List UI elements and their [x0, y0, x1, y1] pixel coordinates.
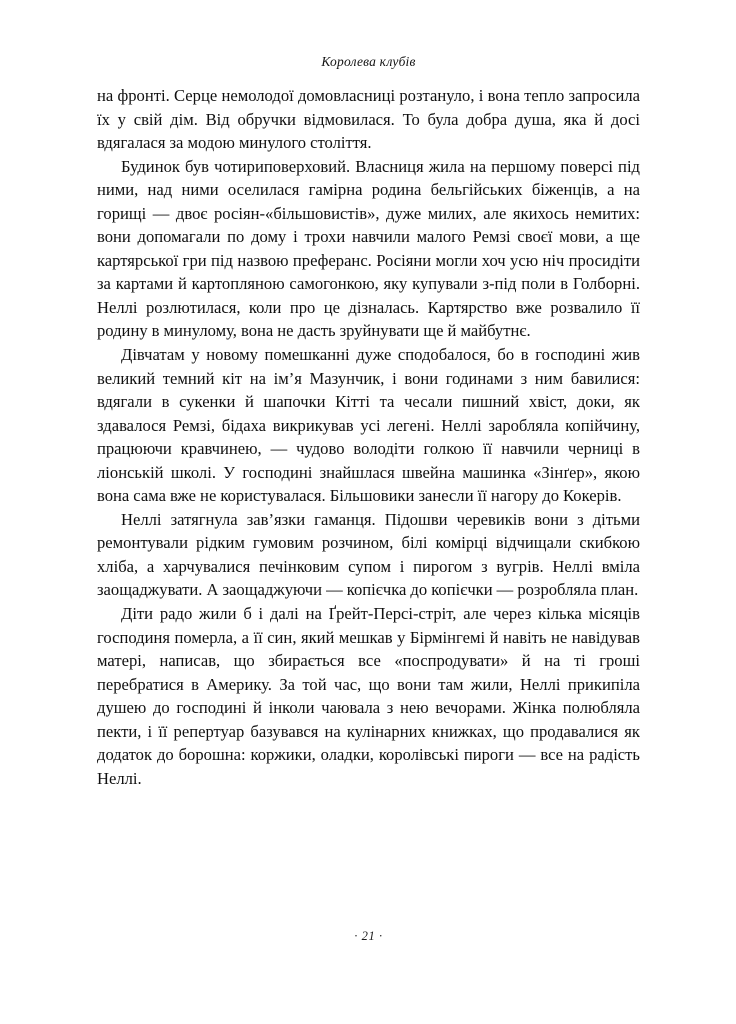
- paragraph: Діти радо жили б і далі на Ґрейт-Персі-стріт, але через кілька місяців господиня померла, а її син, який мешкав у Бірмінгемі й навіть не навідував матері, написав, що збирається все «поспродувати» й на ті гроші перебратися в Америку. За той час, що вони там жили, Неллі прикипіла душею до господині й інколи чаювала з нею вечорами. Жінка полюбляла пекти, і її репертуар базувався на кулінарних книжках, що продавалися як додаток до борошна: коржики, оладки, королівські пироги — все на радість Неллі.: [97, 604, 640, 788]
- paragraph: на фронті. Серце немолодої домовласниці розтануло, і вона тепло запросила їх у свій дім. Від обручки відмовилася. То була добра душа, яка й досі вдягалася за модою минулого століття.: [97, 86, 640, 153]
- page-number: · 21 ·: [354, 929, 383, 943]
- body-text-block: [97, 84, 640, 790]
- running-head: Королева клубів: [321, 54, 416, 69]
- paragraph: Неллі затягнула зав’язки гаманця. Підошви черевиків вони з дітьми ремонтували рідким гумовим розчином, білі комірці відчищали скибкою хліба, а харчувалися печінковим супом і пирогом з вугрів. Неллі вміла заощаджувати. А заощаджуючи — копієчка до копієчки — розробляла план.: [97, 509, 640, 600]
- paragraph: Будинок був чотириповерховий. Власниця жила на першому поверсі під ними, над ними оселилася гамірна родина бельгійських біженців, а на горищі — двоє росіян-«більшовистів», дуже милих, але якихось немитих: вони допомагали по дому і трохи навчили малого Ремзі своєї мови, а ще картярської гри під назвою преферанс. Росіяни могли хоч усю ніч просидіти за картами й картопляною самогонкою, яку купували з-під поли в Голборні. Неллі розлютилася, коли про це дізналась. Картярство вже розвалило її родину в минулому, вона не дасть зруйнувати ще й майбутнє.: [97, 156, 640, 341]
- paragraph: Дівчатам у новому помешканні дуже сподобалося, бо в господині жив великий темний кіт на ім’я Мазунчик, і вони годинами з ним бавилися: вдягали в сукенки й шапочки Кітті та чесали пишний хвіст, доки, як здавалося Ремзі, бідаха викрикував усі легені. Неллі заробляла копійчину, працюючи кравчинею, — чудово володіти голкою її навчили черниці в ліонській школі. У господині знайшлася швейна машинка «Зінґер», якою вона сама вже не користувалася. Більшовики занесли її нагору до Кокерів.: [97, 345, 640, 506]
